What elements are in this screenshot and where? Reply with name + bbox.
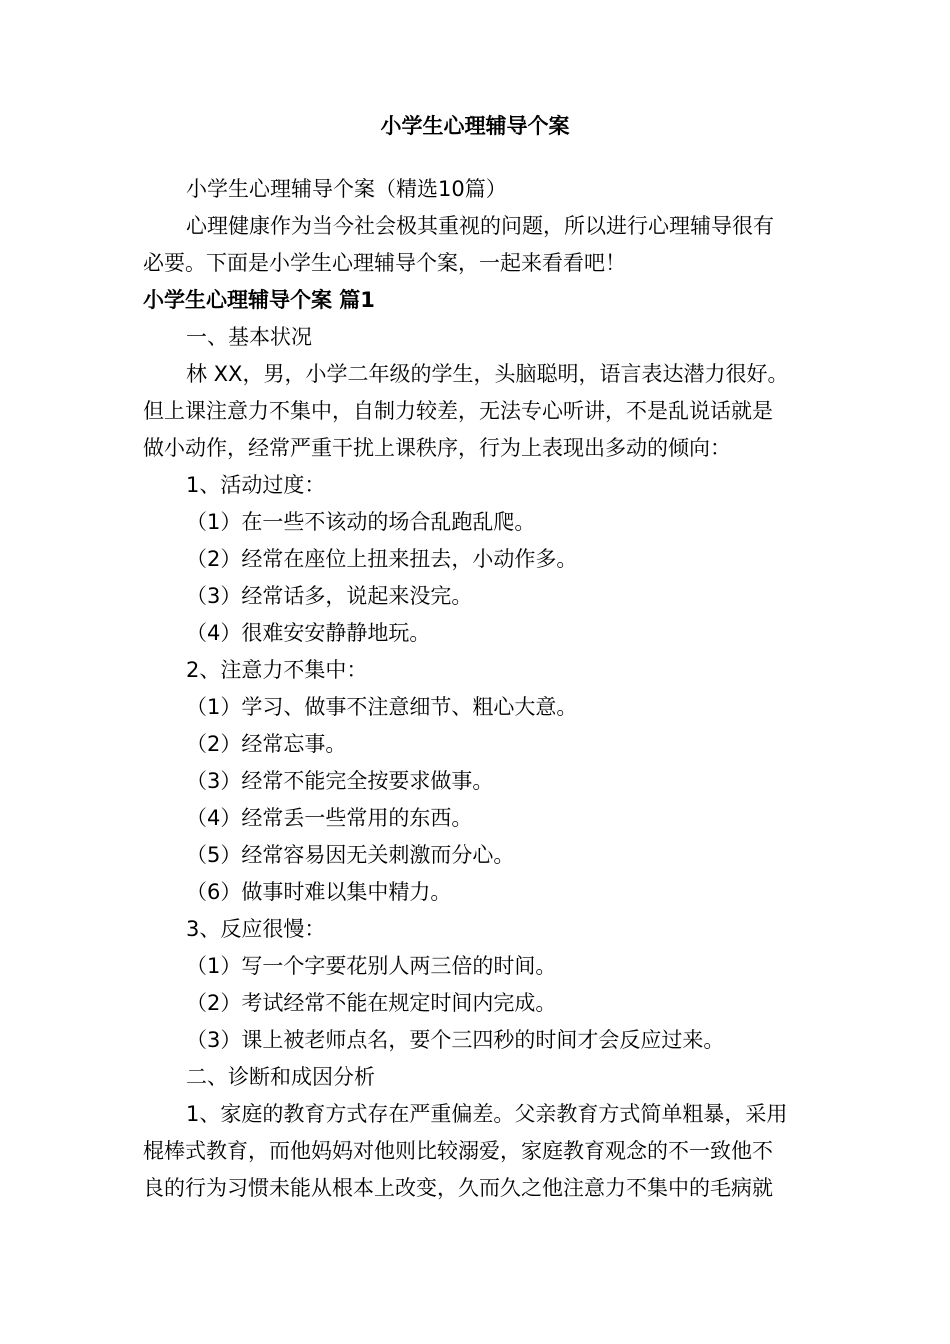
list-item: （3）经常话多，说起来没完。 xyxy=(186,584,473,608)
list-item: （4）很难安安静静地玩。 xyxy=(186,621,431,645)
list-item: （5）经常容易因无关刺激而分心。 xyxy=(186,843,515,867)
list-heading: 3、反应很慢： xyxy=(186,917,326,941)
list-item: （1）在一些不该动的场合乱跑乱爬。 xyxy=(186,510,536,534)
list-item: （6）做事时难以集中精力。 xyxy=(186,880,452,904)
paragraph-line: 林 XX，男，小学二年级的学生，头脑聪明，语言表达潜力很好。 xyxy=(186,362,789,386)
list-item: （2）经常忘事。 xyxy=(186,732,347,756)
document-body xyxy=(143,171,811,1207)
paragraph-line: 良的行为习惯未能从根本上改变，久而久之他注意力不集中的毛病就 xyxy=(143,1176,773,1200)
paragraph-line: 做小动作，经常严重干扰上课秩序，行为上表现出多动的倾向： xyxy=(143,436,731,460)
list-heading: 2、注意力不集中： xyxy=(186,658,368,682)
paragraph-line: 一、基本状况 xyxy=(186,325,312,349)
paragraph-line: 心理健康作为当今社会极其重视的问题，所以进行心理辅导很有 xyxy=(186,214,774,238)
paragraph-line: 但上课注意力不集中，自制力较差，无法专心听讲，不是乱说话就是 xyxy=(143,399,773,423)
list-item: （2）考试经常不能在规定时间内完成。 xyxy=(186,991,557,1015)
paragraph-line: 必要。下面是小学生心理辅导个案，一起来看看吧！ xyxy=(143,251,626,275)
paragraph-line: 二、诊断和成因分析 xyxy=(186,1065,375,1089)
section-heading: 小学生心理辅导个案 篇1 xyxy=(143,288,375,312)
list-item: （4）经常丢一些常用的东西。 xyxy=(186,806,473,830)
list-item: （1）学习、做事不注意细节、粗心大意。 xyxy=(186,695,578,719)
document-title: 小学生心理辅导个案 xyxy=(380,114,570,138)
subtitle-line: 小学生心理辅导个案（精选10篇） xyxy=(186,177,507,201)
list-item: （2）经常在座位上扭来扭去，小动作多。 xyxy=(186,547,578,571)
paragraph-line: 1、家庭的教育方式存在严重偏差。父亲教育方式简单粗暴，采用 xyxy=(186,1102,788,1126)
paragraph-line: 棍棒式教育，而他妈妈对他则比较溺爱，家庭教育观念的不一致他不 xyxy=(143,1139,773,1163)
list-item: （3）经常不能完全按要求做事。 xyxy=(186,769,494,793)
list-item: （1）写一个字要花别人两三倍的时间。 xyxy=(186,954,557,978)
list-item: （3）课上被老师点名，要个三四秒的时间才会反应过来。 xyxy=(186,1028,725,1052)
list-heading: 1、活动过度： xyxy=(186,473,326,497)
